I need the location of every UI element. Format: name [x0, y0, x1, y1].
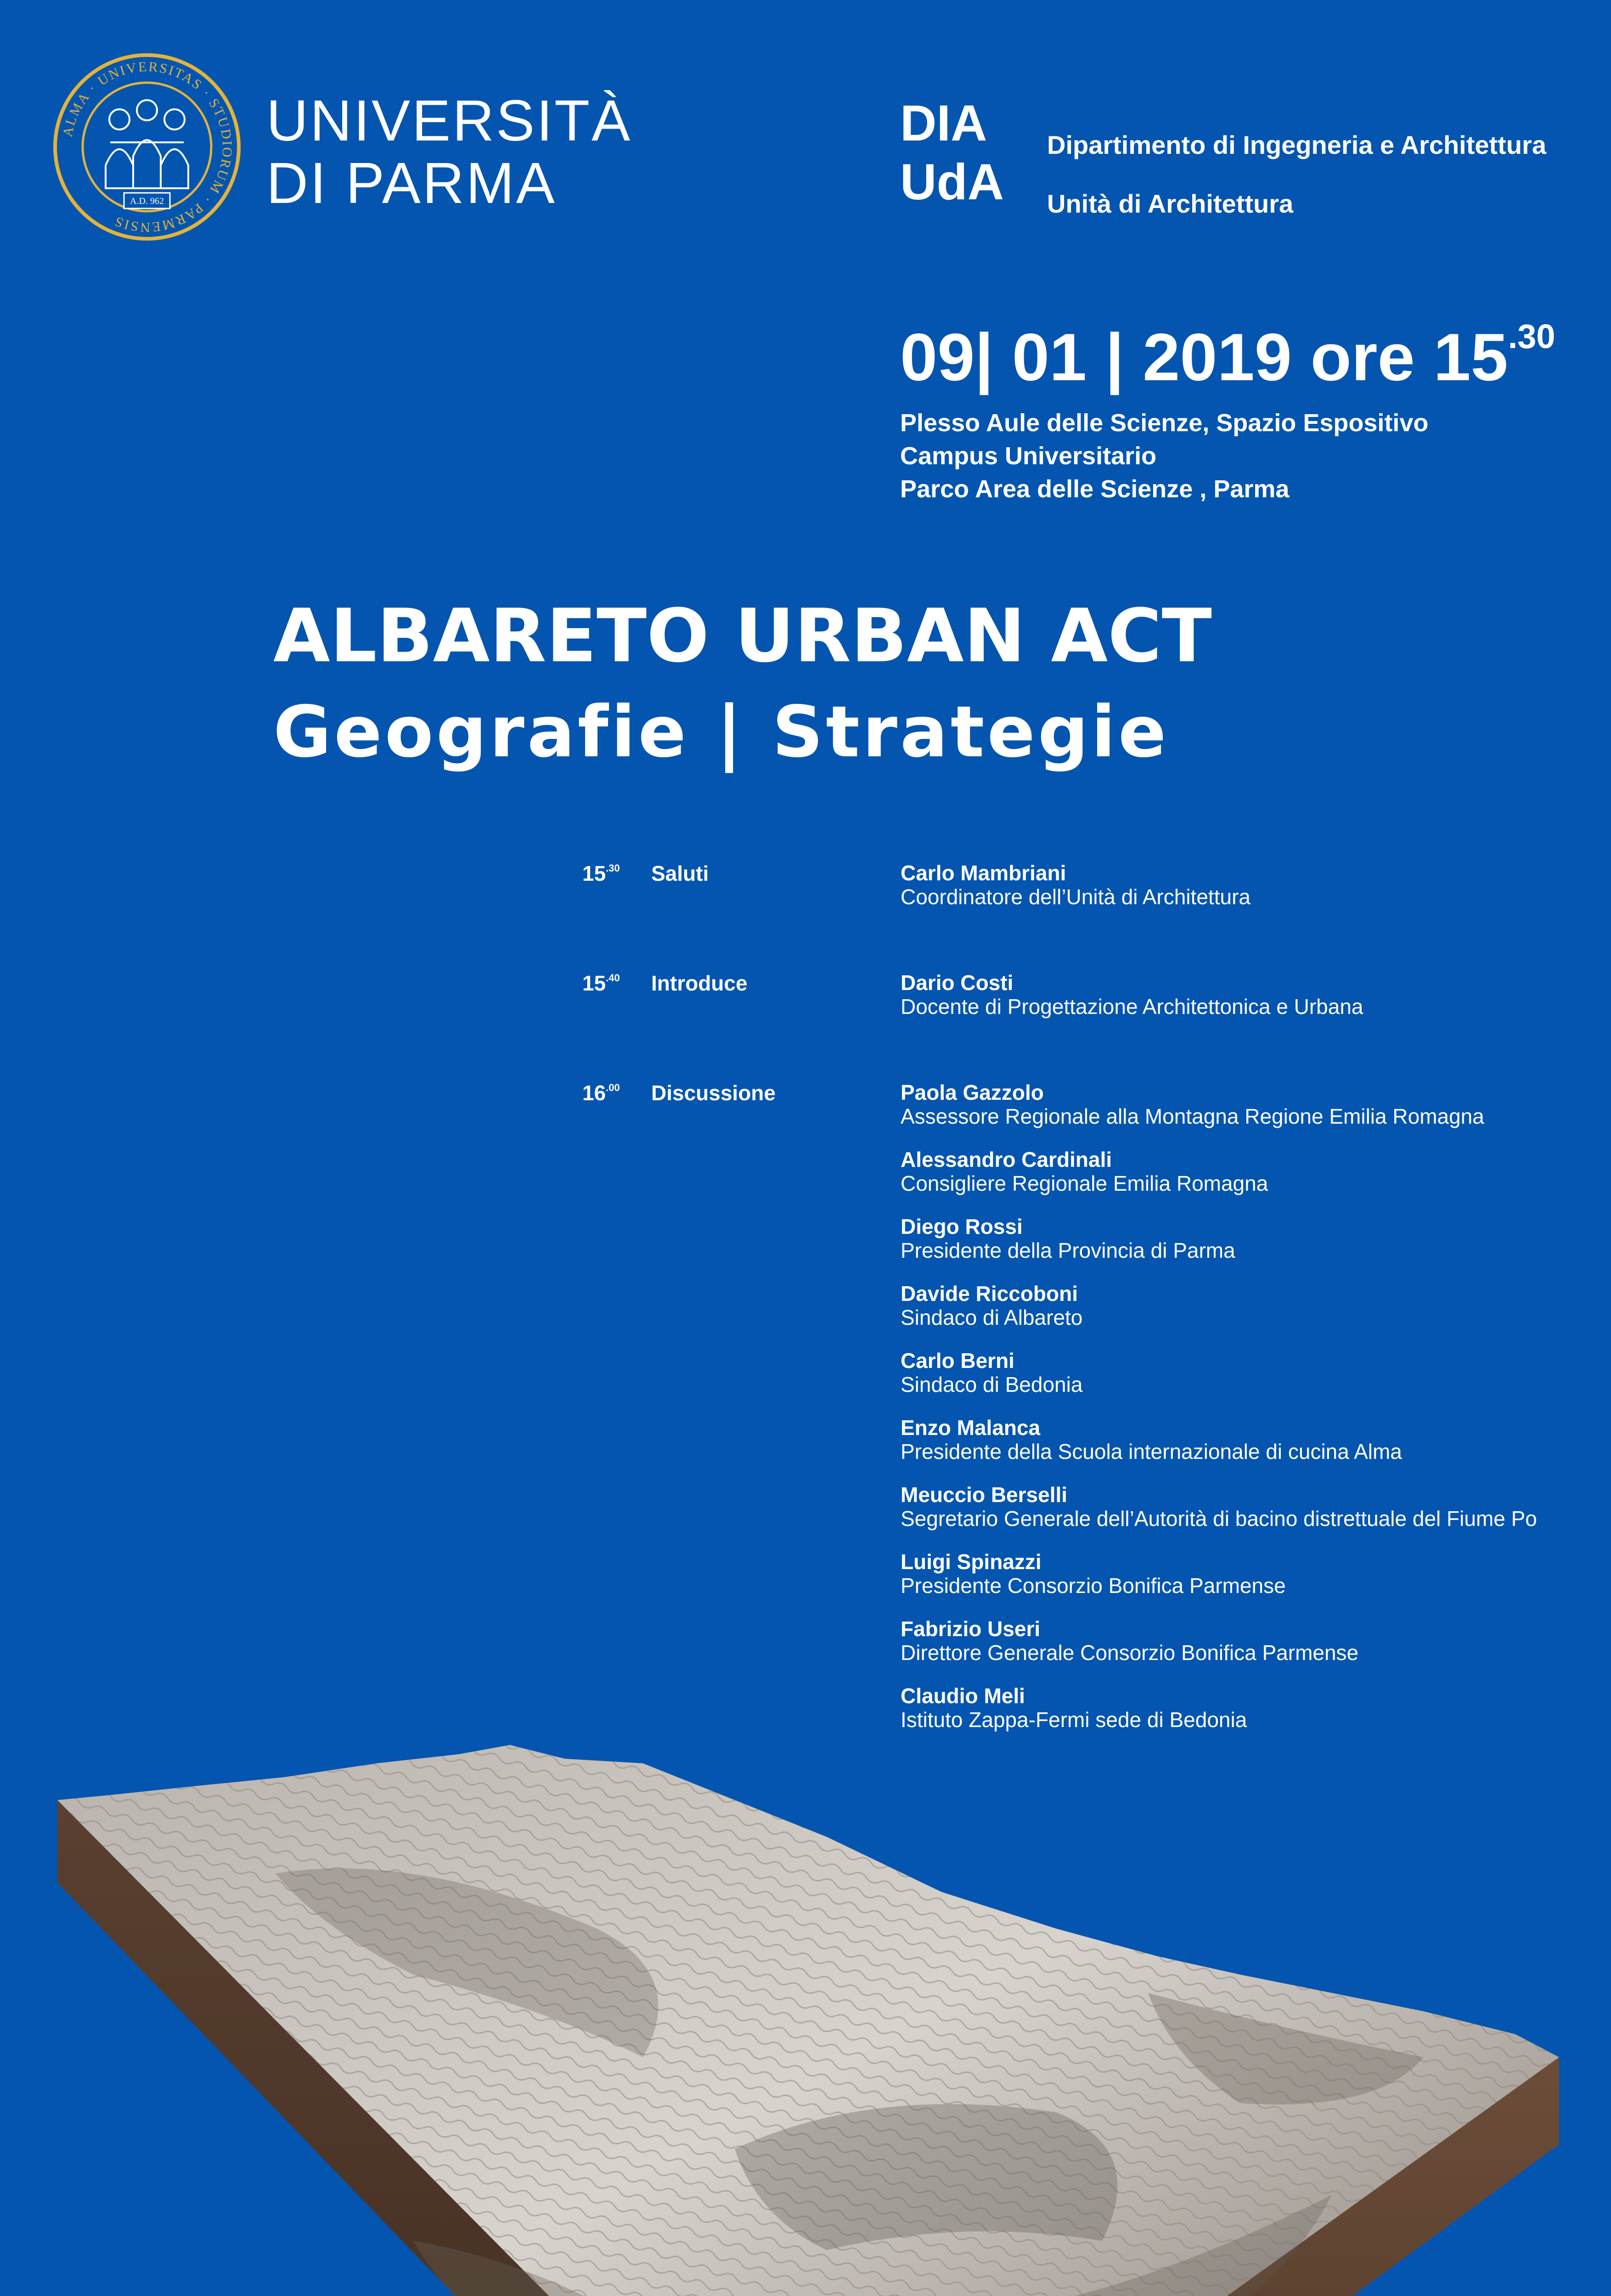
speaker-entry	[901, 971, 1593, 1019]
dept-full-uda: Unità di Architettura	[1047, 189, 1294, 218]
program-slot	[582, 971, 1593, 1019]
speaker-name: Enzo Malanca	[901, 1416, 1041, 1440]
speaker-entry	[901, 1483, 1593, 1531]
slot-time	[582, 861, 620, 886]
department-abbreviations	[900, 94, 1004, 212]
event-title: ALBARETO URBAN ACT	[273, 593, 1212, 679]
slot-speakers	[901, 1080, 1593, 1732]
slot-time	[582, 971, 620, 996]
speaker-entry	[901, 1684, 1593, 1732]
speaker-role: Istituto Zappa-Fermi sede di Bedonia	[901, 1708, 1247, 1732]
event-subtitle: Geografie | Strategie	[273, 691, 1169, 773]
event-venue	[900, 406, 1428, 506]
dept-abbr-uda: UdA	[900, 154, 1004, 210]
program-slot	[582, 1080, 1593, 1732]
terrain-model-illustration	[0, 1736, 1611, 2296]
speaker-role: Presidente della Provincia di Parma	[901, 1238, 1235, 1262]
speaker-role: Segretario Generale dell’Autorità di bacino distrettuale del Fiume Po	[901, 1507, 1537, 1531]
speaker-entry	[901, 1215, 1593, 1262]
slot-time-hour: 16	[582, 1081, 606, 1105]
speaker-name: Diego Rossi	[901, 1215, 1023, 1238]
speaker-entry	[901, 1349, 1593, 1396]
slot-activity: Saluti	[651, 861, 709, 885]
department-names	[1047, 116, 1546, 233]
slot-activity: Introduce	[651, 971, 748, 995]
speaker-entry	[901, 1282, 1593, 1329]
event-date	[900, 317, 1555, 396]
speaker-role: Consigliere Regionale Emilia Romagna	[901, 1171, 1268, 1195]
speaker-name: Meuccio Berselli	[901, 1483, 1068, 1507]
program-schedule	[582, 861, 1593, 1794]
speaker-entry	[901, 1550, 1593, 1598]
speaker-role: Presidente Consorzio Bonifica Parmense	[901, 1574, 1286, 1598]
speaker-role: Direttore Generale Consorzio Bonifica Parmense	[901, 1641, 1359, 1665]
venue-line1: Plesso Aule delle Scienze, Spazio Espositivo	[900, 409, 1429, 437]
slot-time-hour: 15	[582, 861, 606, 885]
speaker-name: Carlo Berni	[901, 1349, 1014, 1373]
dept-full-dia: Dipartimento di Ingegneria e Architettura	[1047, 130, 1546, 159]
slot-time-minutes: .40	[606, 972, 620, 984]
speaker-role: Sindaco di Bedonia	[901, 1373, 1083, 1396]
speaker-entry	[901, 1080, 1593, 1128]
program-slot	[582, 861, 1593, 909]
speaker-name: Davide Riccoboni	[901, 1282, 1078, 1306]
speaker-name: Paola Gazzolo	[901, 1080, 1044, 1104]
university-name-line1: UNIVERSITÀ	[266, 88, 632, 153]
speaker-entry	[901, 1617, 1593, 1665]
slot-speakers	[901, 861, 1593, 909]
seal-ring-text: ALMA · UNIVERSITAS · STUDIORUM · PARMENSIS	[60, 59, 235, 235]
speaker-entry	[901, 861, 1593, 909]
venue-line2: Campus Universitario	[900, 442, 1157, 470]
speaker-role: Sindaco di Albareto	[901, 1306, 1083, 1329]
speaker-role: Presidente della Scuola internazionale di cucina Alma	[901, 1440, 1402, 1463]
slot-time	[582, 1080, 620, 1105]
speaker-name: Dario Costi	[901, 971, 1014, 995]
speaker-entry	[901, 1416, 1593, 1463]
speaker-name: Luigi Spinazzi	[901, 1550, 1042, 1574]
speaker-entry	[901, 1148, 1593, 1195]
slot-speakers	[901, 971, 1593, 1019]
speaker-role: Coordinatore dell’Unità di Architettura	[901, 885, 1250, 909]
slot-time-hour: 15	[582, 971, 606, 995]
event-date-text: 09| 01 | 2019 ore 15	[900, 320, 1508, 394]
event-time-minutes: .30	[1508, 317, 1555, 355]
university-name	[266, 90, 632, 214]
speaker-name: Alessandro Cardinali	[901, 1148, 1112, 1171]
slot-time-minutes: .30	[606, 862, 620, 874]
speaker-role: Docente di Progettazione Architettonica e Urbana	[901, 995, 1363, 1019]
university-seal-icon	[51, 51, 243, 243]
speaker-role: Assessore Regionale alla Montagna Regione Emilia Romagna	[901, 1104, 1484, 1128]
speaker-name: Claudio Meli	[901, 1684, 1025, 1708]
seal-date: A.D. 962	[130, 196, 164, 206]
speaker-name: Fabrizio Useri	[901, 1617, 1041, 1641]
dept-abbr-dia: DIA	[900, 95, 987, 152]
slot-time-minutes: .00	[606, 1082, 620, 1093]
university-name-line2: DI PARMA	[266, 151, 557, 215]
speaker-name: Carlo Mambriani	[901, 861, 1066, 885]
venue-line3: Parco Area delle Scienze , Parma	[900, 475, 1290, 503]
slot-activity: Discussione	[651, 1081, 776, 1105]
